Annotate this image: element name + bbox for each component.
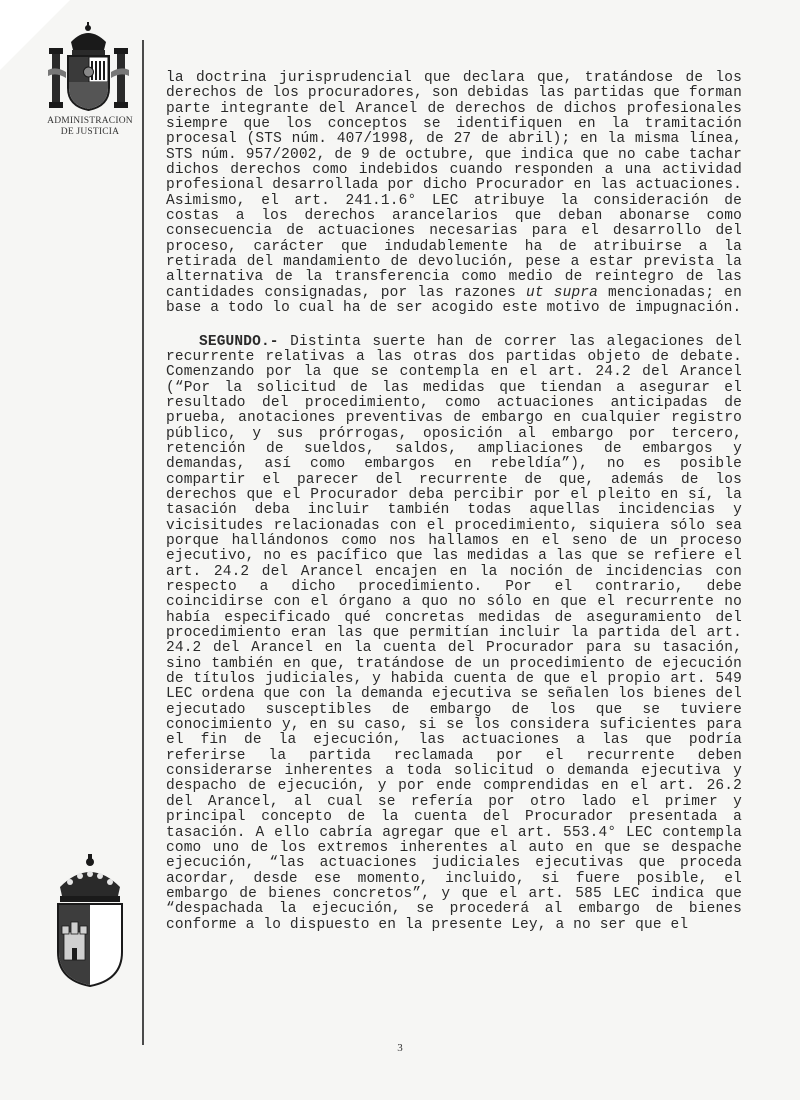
- document-body: [166, 71, 742, 933]
- regional-coat-of-arms-logo: [50, 852, 130, 992]
- section-heading-segundo: SEGUNDO.-: [199, 333, 279, 350]
- paragraph-first-end: mencionadas; en base a todo lo cual ha de ser acogido este motivo de impugnación.: [166, 284, 742, 317]
- coat-of-arms-spain-logo: [40, 20, 135, 145]
- spain-arms-icon: [46, 20, 131, 115]
- paragraph-segundo: [166, 335, 742, 933]
- paragraph-first-italic: ut supra: [526, 284, 598, 301]
- castilla-la-mancha-arms-icon: [50, 852, 130, 992]
- institution-name-line1: ADMINISTRACION: [47, 116, 133, 126]
- institution-name-line2: DE JUSTICIA: [60, 127, 120, 137]
- paragraph-segundo-text: Distinta suerte han de correr las alegaciones del recurrente relativas a las otras dos partidas objeto de debate. Comenzando por la que se contempla en el art. 24.2 del Arancel (“Por la solicitud de las medidas que tiendan a asegurar el resultado del procedimiento, como actuaciones anticipadas de prueba, anotaciones preventivas de embargo en cualquier registro público, y sus prórrogas, oposición al embargo por tercero, retención de sueldos, saldos, ampliaciones de embargos y demandas, así como embargos en rebeldía”), no es posible compartir el parecer del recurrente de que, además de los derechos que el Procurador deba percibir por el pleito en sí, la tasación deba incluir también todas aquellas incidencias y vicisitudes relacionadas con el procedimiento, siquiera sólo sea porque hallándonos como nos hallamos en el seno de un proceso ejecutivo, no es pacífico que las medidas a las que se refiere el art. 24.2 del Arancel encajen en la noción de incidencias con respecto a dicho procedimiento. Por el contrario, debe coincidirse con el órgano a quo no sólo en que el recurrente no había especificado qué concretas medidas de aseguramiento del procedimiento eran las que permitían incluir la partida del art. 24.2 del Arancel en la cuenta del Procurador para su tasación, sino también en que, tratándose de un procedimiento de ejecución de títulos judiciales, y habida cuenta de que el propio art. 549 LEC ordena que con la demanda ejecutiva se señalen los bienes del ejecutado susceptibles de embargo de los que se tuviere conocimiento y, en su caso, si se los considera suficientes para el fin de la ejecución, las actuaciones a las que podría referirse la partida reclamada por el recurrente deben considerarse inherentes a toda solicitud o demanda ejecutiva y despacho de ejecución, y por ende comprendidas en el art. 26.2 del Arancel, al cual se refería por otro lado el primer y principal concepto de la cuenta del Procurador presentada a tasación. A ello cabría agregar que el art. 553.4° LEC contempla como uno de los extremos inherentes al auto en que se despache ejecución, “las actuaciones judiciales ejecutivas que proceda acordar, desde ese momento, incluido, si fuere posible, el embargo de bienes concretos”, y que el art. 585 LEC indica que “despachada la ejecución, se procederá al embargo de bienes conforme a lo dispuesto en la presente Ley, a no ser que el: [166, 333, 742, 933]
- page-number: 3: [397, 1042, 403, 1054]
- paragraph-first: [166, 71, 742, 317]
- margin-rule: [142, 40, 144, 1045]
- paragraph-first-text: la doctrina jurisprudencial que declara que, tratándose de los derechos de los procuradores, son debidas las partidas que forman parte integrante del Arancel de derechos de dichos profesionales siempre que los conceptos se identifiquen en la tramitación procesal (STS núm. 407/1998, de 27 de abril); en la misma línea, STS núm. 957/2002, de 9 de octubre, que indica que no cabe tachar dichos derechos como indebidos cuando responden a una actividad profesional desarrollada por dicho Procurador en las actuaciones. Asimismo, el art. 241.1.6° LEC atribuye la consideración de costas a los derechos arancelarios que deban abonarse como consecuencia de actuaciones necesarias para el desarrollo del proceso, carácter que indudablemente ha de atribuirse a la retirada del mandamiento de devolución, pese a estar prevista la alternativa de la transferencia como medio de reintegro de las cantidades consignadas, por las razones: [166, 70, 742, 301]
